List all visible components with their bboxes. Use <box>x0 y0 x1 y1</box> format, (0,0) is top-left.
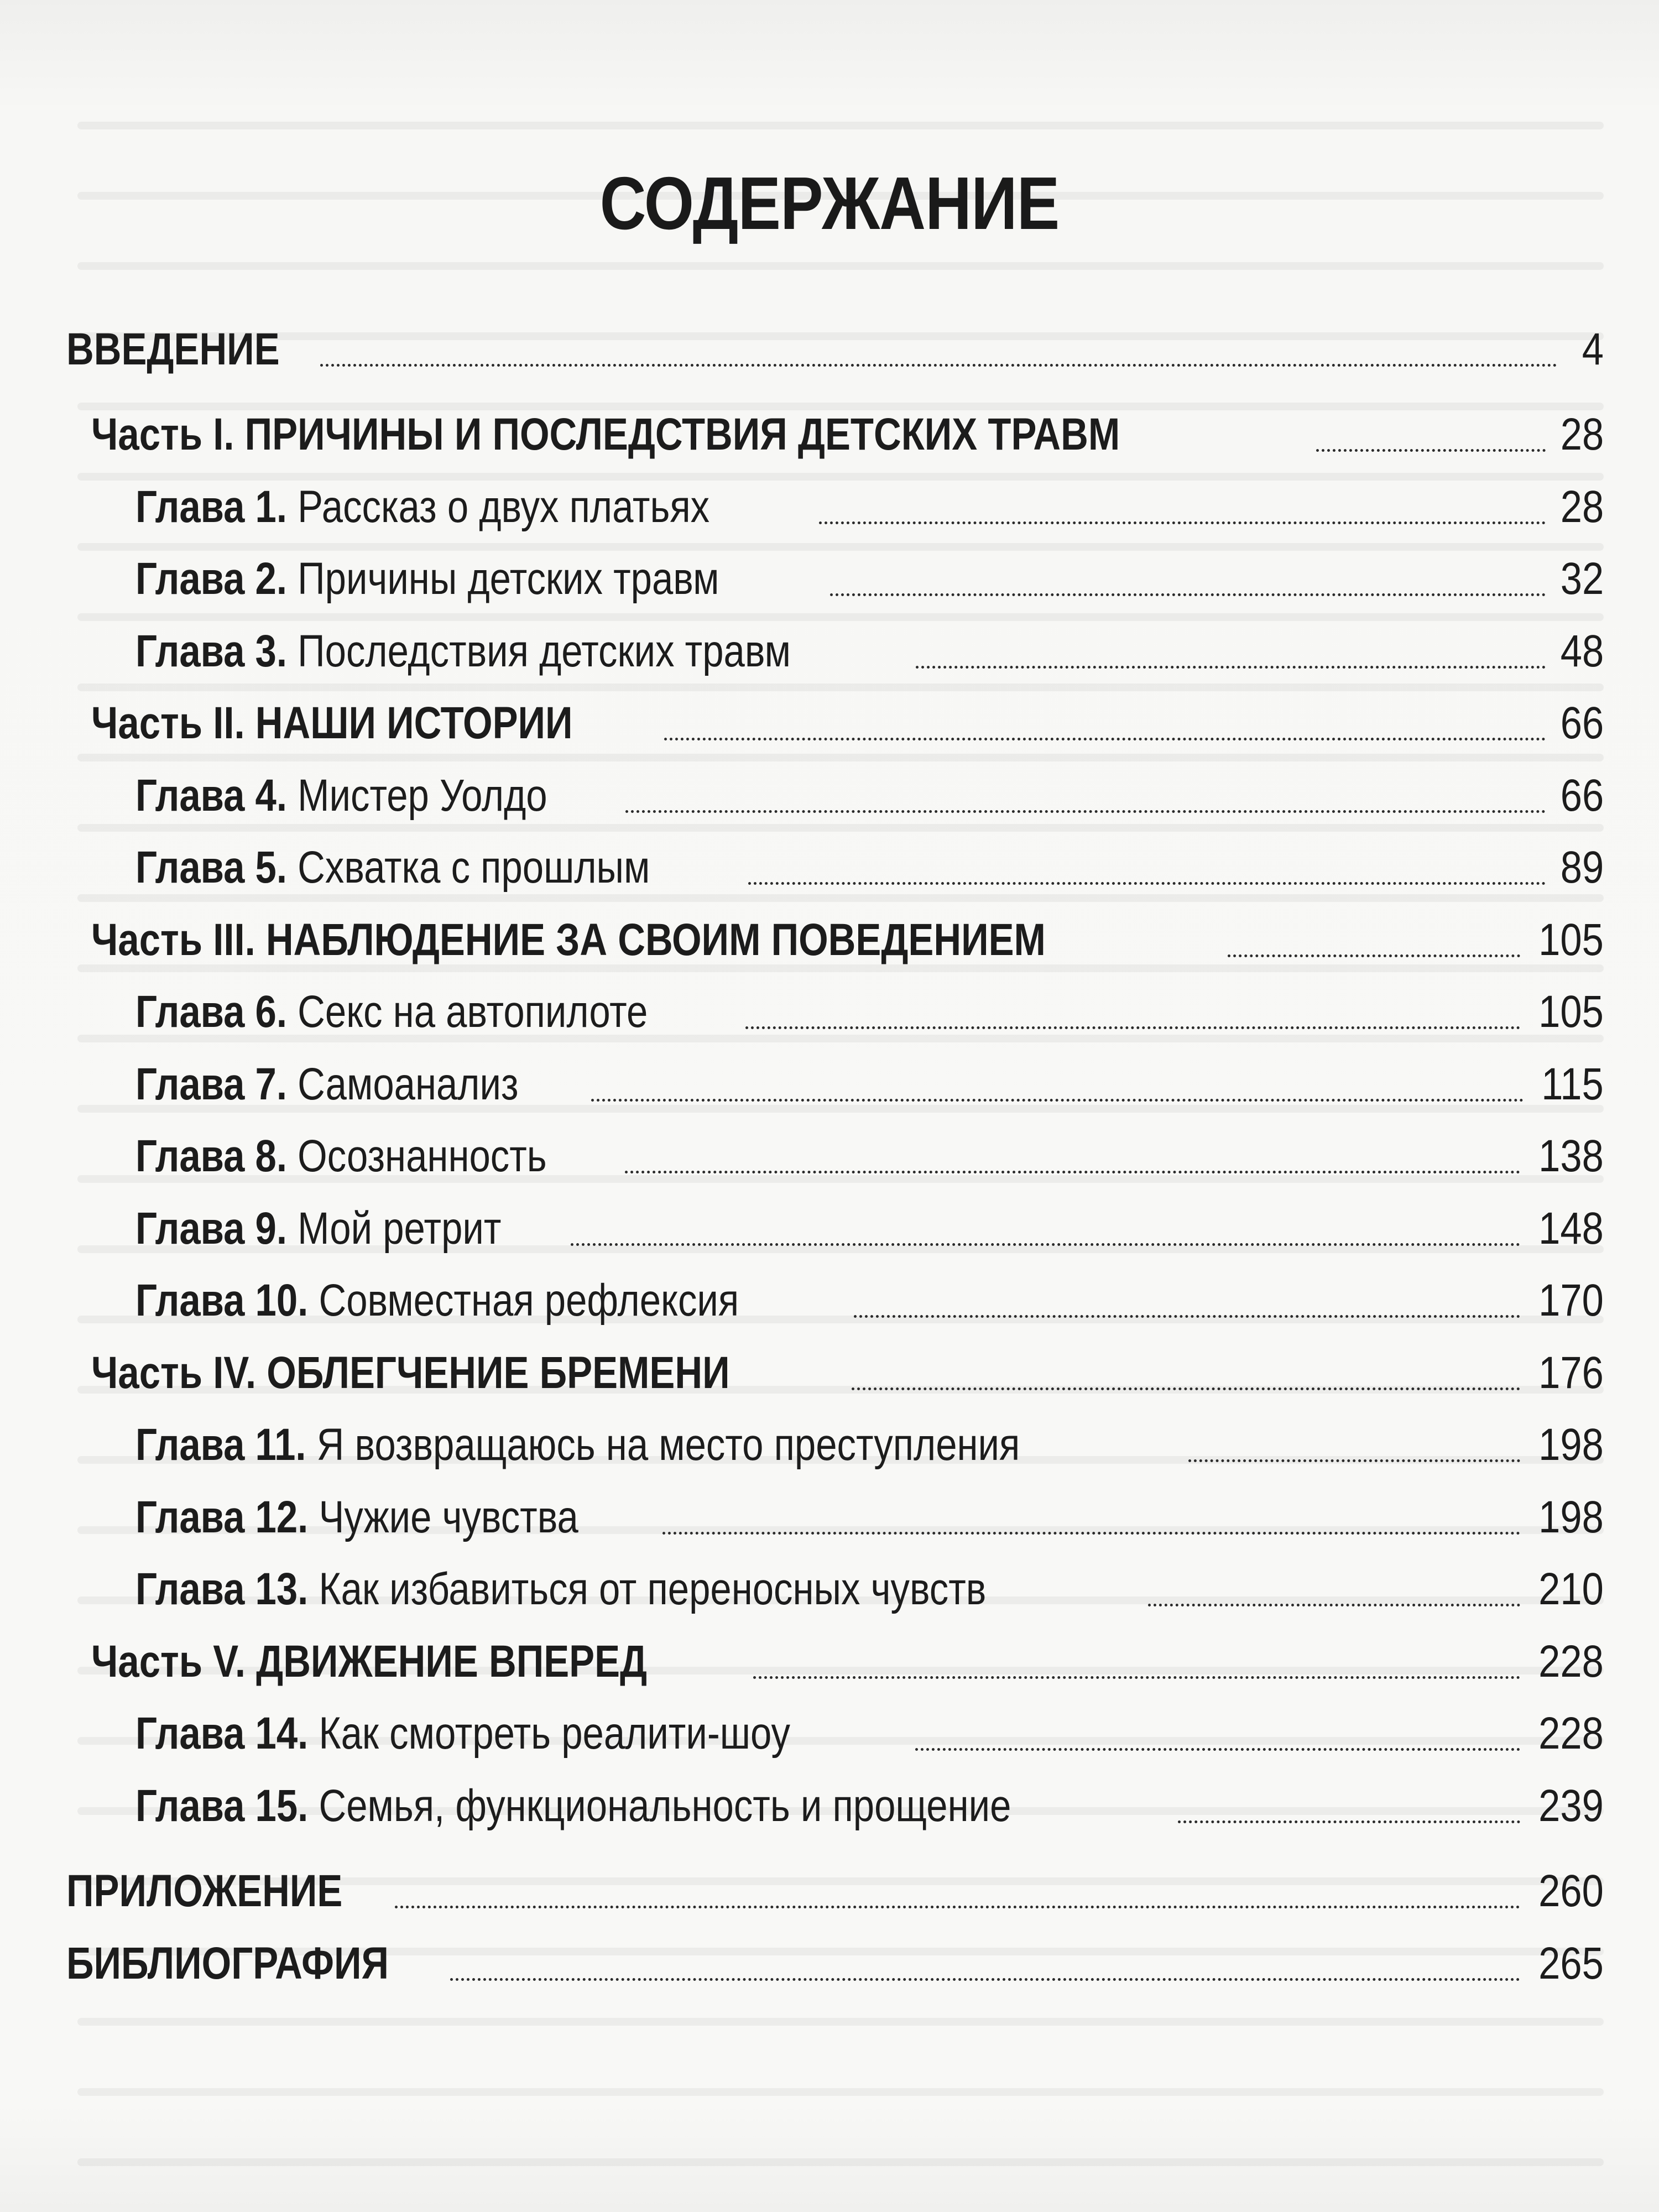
toc-section-row <box>66 1852 1604 1924</box>
toc-entry-prefix: Часть III. НАБЛЮДЕНИЕ ЗА СВОИМ ПОВЕДЕНИЕМ <box>91 914 1046 965</box>
toc-entry-prefix: Часть V. ДВИЖЕНИЕ ВПЕРЕД <box>91 1636 648 1687</box>
toc-section-row <box>66 1924 1604 1996</box>
toc-entry-text: Чужие чувства <box>308 1491 578 1542</box>
dot-leader <box>748 882 1546 885</box>
toc-entry-prefix: БИБЛИОГРАФИЯ <box>66 1938 389 1989</box>
toc-part-row <box>66 684 1604 757</box>
dot-leader <box>753 1676 1521 1679</box>
toc-entry-text: Схватка с прошлым <box>287 842 650 893</box>
toc-entry-text: Я возвращаюсь на место преступления <box>306 1420 1020 1470</box>
toc-page-number: 66 <box>1560 698 1604 748</box>
toc-entry-text: Последствия детских травм <box>287 625 791 676</box>
toc-chapter-row <box>66 1478 1604 1550</box>
toc-page-number: 105 <box>1538 987 1604 1037</box>
dot-leader <box>320 364 1557 367</box>
toc-entry-text: Секс на автопилоте <box>287 987 648 1037</box>
bleed-line <box>77 2088 1604 2096</box>
toc-entry-prefix: Часть IV. ОБЛЕГЧЕНИЕ БРЕМЕНИ <box>91 1347 730 1398</box>
toc-entry-title <box>135 1708 790 1766</box>
toc-page-number: 28 <box>1560 481 1604 532</box>
toc-entry-prefix: Глава 14. <box>135 1708 309 1759</box>
toc-page-number: 138 <box>1538 1131 1604 1181</box>
toc-chapter-row <box>66 1550 1604 1623</box>
toc-page-number: 239 <box>1538 1780 1604 1831</box>
toc-page-number: 176 <box>1538 1347 1604 1398</box>
dot-leader <box>450 1978 1520 1981</box>
dot-leader <box>1228 954 1520 957</box>
bleed-line <box>77 262 1604 270</box>
bleed-line <box>77 2018 1604 2026</box>
toc-entry-text: Мой ретрит <box>287 1203 502 1254</box>
toc-part-row <box>66 900 1604 973</box>
toc-entry-prefix: ВВЕДЕНИЕ <box>66 324 280 374</box>
toc-entry-title <box>66 1938 389 1996</box>
toc-entry-text: Причины детских травм <box>287 554 719 604</box>
toc-page-number: 89 <box>1560 842 1604 893</box>
toc-entry-prefix: Глава 4. <box>135 770 288 821</box>
toc-page-number: 4 <box>1582 324 1604 374</box>
toc-entry-title <box>91 409 1120 467</box>
toc-page-number: 48 <box>1560 625 1604 676</box>
bleed-line <box>77 122 1604 129</box>
toc-chapter-row <box>66 828 1604 901</box>
toc-page-number: 228 <box>1538 1708 1604 1759</box>
toc-page-number: 265 <box>1538 1938 1604 1989</box>
toc-entry-prefix: Глава 6. <box>135 987 288 1037</box>
dot-leader <box>916 666 1546 669</box>
toc-chapter-row <box>66 612 1604 684</box>
toc-entry-prefix: Глава 13. <box>135 1564 309 1614</box>
toc-entry-text: Семья, функциональность и прощение <box>308 1780 1011 1831</box>
toc-entry-title <box>135 1780 1011 1839</box>
dot-leader <box>662 1532 1520 1535</box>
dot-leader <box>664 738 1545 740</box>
toc-entry-title <box>135 481 710 540</box>
toc-chapter-row <box>66 756 1604 828</box>
toc-entry-title <box>66 1866 343 1924</box>
dot-leader <box>1188 1459 1520 1462</box>
toc-page-number: 260 <box>1538 1866 1604 1916</box>
toc-page-number: 198 <box>1538 1491 1604 1542</box>
toc-entry-prefix: Глава 15. <box>135 1780 309 1831</box>
toc-entry-title <box>135 842 650 900</box>
toc-entry-title <box>135 625 791 684</box>
toc-entry-title <box>91 1347 730 1406</box>
toc-entry-prefix: ПРИЛОЖЕНИЕ <box>66 1866 343 1916</box>
toc-chapter-row <box>66 1406 1604 1478</box>
toc-entry-title <box>135 989 648 1045</box>
dot-leader <box>571 1243 1520 1246</box>
dot-leader <box>852 1387 1521 1390</box>
toc-part-row <box>66 1333 1604 1406</box>
toc-entry-prefix: Глава 3. <box>135 625 288 676</box>
toc-entry-prefix: Часть I. ПРИЧИНЫ И ПОСЛЕДСТВИЯ ДЕТСКИХ ТРАВМ <box>91 409 1120 460</box>
toc-part-row <box>66 1622 1604 1694</box>
toc-entry-prefix: Глава 11. <box>135 1420 306 1470</box>
toc-entry-text: Осознанность <box>287 1131 547 1181</box>
toc-entry-text: Как смотреть реалити-шоу <box>308 1708 790 1759</box>
toc-chapter-row <box>66 1117 1604 1190</box>
toc-entry-title <box>135 1422 1020 1478</box>
toc-entry-prefix: Глава 8. <box>135 1131 288 1181</box>
toc-page-number: 105 <box>1538 914 1604 965</box>
dot-leader <box>625 1171 1520 1173</box>
toc-chapter-row <box>66 1766 1604 1839</box>
toc-entry-text: Самоанализ <box>287 1058 519 1109</box>
page-title: СОДЕРЖАНИЕ <box>599 161 1060 245</box>
toc-entry-title <box>135 1275 739 1333</box>
toc-chapter-row <box>66 973 1604 1045</box>
toc-chapter-row <box>66 540 1604 612</box>
dot-leader <box>830 593 1545 596</box>
dot-leader <box>1178 1820 1520 1823</box>
toc-entry-prefix: Часть II. НАШИ ИСТОРИИ <box>91 698 573 748</box>
toc-entry-title <box>135 1564 987 1622</box>
dot-leader <box>745 1026 1520 1029</box>
toc-chapter-row <box>66 1694 1604 1767</box>
toc-entry-title <box>91 914 1046 973</box>
toc-entry-text: Мистер Уолдо <box>287 770 547 821</box>
toc-entry-prefix: Глава 12. <box>135 1491 309 1542</box>
toc-entry-title <box>135 1131 547 1189</box>
toc-chapter-row <box>66 1045 1604 1117</box>
toc-entry-prefix: Глава 1. <box>135 481 288 532</box>
toc-entry-text: Как избавиться от переносных чувств <box>308 1564 987 1614</box>
toc-page-number: 28 <box>1560 409 1604 460</box>
toc-entry-prefix: Глава 10. <box>135 1275 309 1326</box>
toc-entry-title <box>91 1636 648 1694</box>
toc-page-number: 170 <box>1538 1275 1604 1326</box>
toc-part-row <box>66 395 1604 468</box>
toc-page-number: 115 <box>1541 1058 1604 1109</box>
toc-entry-prefix: Глава 7. <box>135 1058 288 1109</box>
toc-entry-title <box>135 1058 519 1117</box>
toc-chapter-row <box>66 1189 1604 1261</box>
toc-entry-prefix: Глава 9. <box>135 1203 288 1254</box>
dot-leader <box>915 1748 1521 1751</box>
toc-section-row <box>66 310 1604 382</box>
dot-leader <box>1148 1604 1520 1606</box>
dot-leader <box>854 1315 1520 1318</box>
toc-entry-title <box>91 698 573 756</box>
toc-entry-title <box>135 770 547 828</box>
dot-leader <box>819 521 1546 524</box>
toc-page-number: 228 <box>1538 1636 1604 1687</box>
toc-entry-title <box>135 556 719 612</box>
toc-chapter-row <box>66 1261 1604 1334</box>
toc-page-number: 210 <box>1538 1564 1604 1614</box>
dot-leader <box>1316 449 1546 452</box>
dot-leader <box>625 810 1545 813</box>
toc-entry-title <box>66 324 280 382</box>
toc-entry-text: Рассказ о двух платьях <box>287 481 710 532</box>
dot-leader <box>591 1099 1524 1102</box>
toc-page-number: 32 <box>1560 554 1604 604</box>
toc-entry-text: Совместная рефлексия <box>308 1275 739 1326</box>
toc-entry-title <box>135 1203 502 1261</box>
toc-page-number: 66 <box>1560 770 1604 821</box>
toc-chapter-row <box>66 467 1604 540</box>
toc-page-number: 198 <box>1538 1420 1604 1470</box>
toc-page-number: 148 <box>1538 1203 1604 1254</box>
toc-entry-prefix: Глава 2. <box>135 554 288 604</box>
table-of-contents <box>66 310 1604 1996</box>
bleed-line <box>77 2158 1604 2166</box>
toc-entry-prefix: Глава 5. <box>135 842 288 893</box>
dot-leader <box>395 1906 1520 1908</box>
toc-entry-title <box>135 1491 578 1550</box>
